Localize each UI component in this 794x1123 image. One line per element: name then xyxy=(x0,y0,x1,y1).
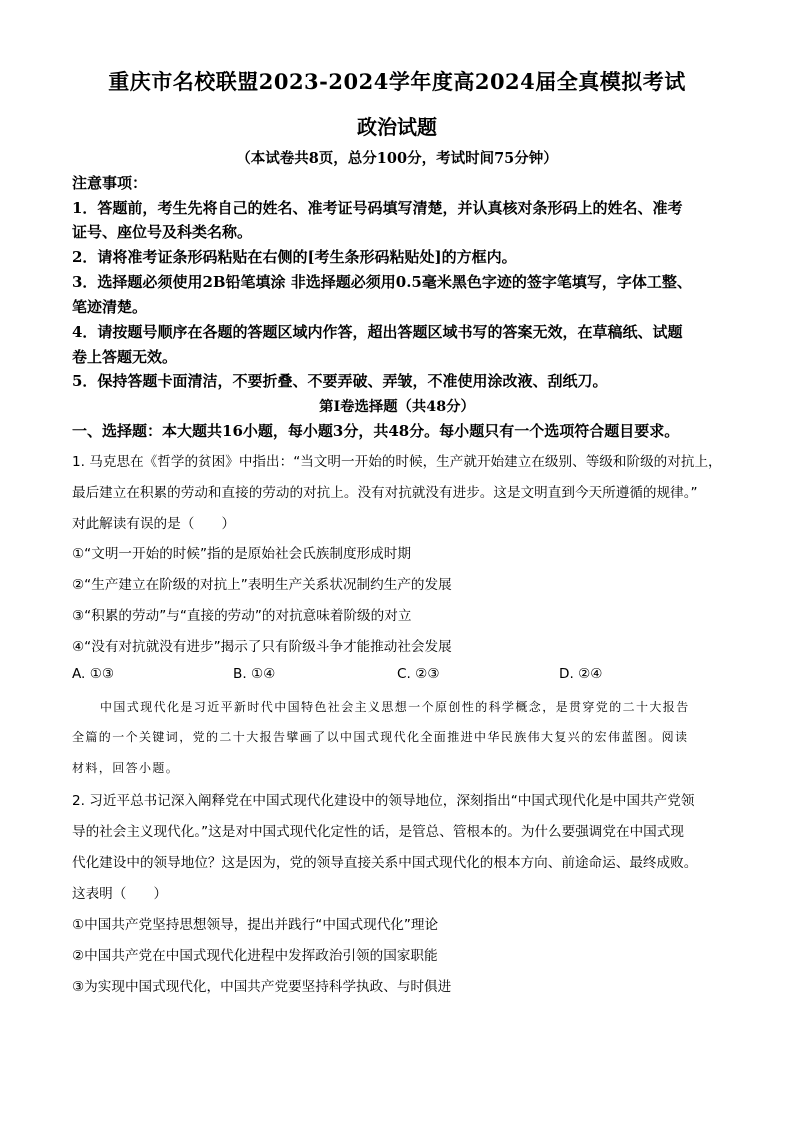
notice-line: 笔迹清楚。 xyxy=(72,298,148,316)
q1-option-a: A. ①③ xyxy=(72,666,115,682)
notice-line: 4．请按题号顺序在各题的答题区域内作答，超出答题区域书写的答案无效，在草稿纸、试题 xyxy=(72,323,683,341)
exam-info: （本试卷共8页，总分100分，考试时间75分钟） xyxy=(236,150,558,167)
q2-stem-line: 导的社会主义现代化。”这是对中国式现代化定性的话，是管总、管根本的。为什么要强调党在中国式现 xyxy=(72,824,684,840)
notice-line: 5．保持答题卡面清洁，不要折叠、不要弄破、弄皱，不准使用涂改液、刮纸刀。 xyxy=(72,372,608,390)
section-instruction: 一、选择题：本大题共16小题，每小题3分，共48分。每小题只有一个选项符合题目要求。 xyxy=(72,422,680,440)
q1-stem-line: 最后建立在积累的劳动和直接的劳动的对抗上。没有对抗就没有进步。这是文明直到今天所遵循的规律。” xyxy=(72,485,698,501)
q1-item: ①“文明一开始的时候”指的是原始社会氏族制度形成时期 xyxy=(72,546,411,562)
q2-stem-line: 2. 习近平总书记深入阐释党在中国式现代化建设中的领导地位，深刻指出“中国式现代化是中国共产党领 xyxy=(72,793,695,809)
q2-item: ①中国共产党坚持思想领导，提出并践行“中国式现代化”理论 xyxy=(72,917,439,933)
q1-option-c: C. ②③ xyxy=(397,666,440,682)
notice-line: 证号、座位号及科类名称。 xyxy=(72,223,253,241)
q2-item: ③为实现中国式现代化，中国共产党要坚持科学执政、与时俱进 xyxy=(72,979,452,995)
notice-line: 1．答题前，考生先将自己的姓名、准考证号码填写清楚，并认真核对条形码上的姓名、准考 xyxy=(72,199,683,217)
q1-stem-line: 对此解读有误的是（ ） xyxy=(72,516,236,532)
q1-stem-line: 1. 马克思在《哲学的贫困》中指出：“当文明一开始的时候，生产就开始建立在级别、等级和阶级的对抗上， xyxy=(72,454,722,470)
q2-stem-line: 这表明（ ） xyxy=(72,886,168,902)
exam-title: 重庆市名校联盟2023-2024学年度高2024届全真模拟考试 xyxy=(108,69,686,94)
notice-line: 2．请将准考证条形码粘贴在右侧的[考生条形码粘贴处]的方框内。 xyxy=(72,248,517,266)
q1-item: ②“生产建立在阶级的对抗上”表明生产关系状况制约生产的发展 xyxy=(72,577,452,593)
q1-option-b: B. ①④ xyxy=(233,666,276,682)
material-line: 全篇的一个关键词，党的二十大报告擘画了以中国式现代化全面推进中华民族伟大复兴的宏伟蓝图。阅读 xyxy=(72,730,689,744)
material-line: 中国式现代化是习近平新时代中国特色社会主义思想一个原创性的科学概念，是贯穿党的二十大报告 xyxy=(100,700,690,714)
material-line: 材料，回答小题。 xyxy=(72,761,180,775)
section-title: 第Ⅰ卷选择题（共48分） xyxy=(319,399,475,415)
q2-item: ②中国共产党在中国式现代化进程中发挥政治引领的国家职能 xyxy=(72,948,438,964)
subject-title: 政治试题 xyxy=(357,115,437,139)
notice-line: 3．选择题必须使用2B铅笔填涂 非选择题必须用0.5毫米黑色字迹的签字笔填写，字体工整、 xyxy=(72,273,692,291)
notice-line: 卷上答题无效。 xyxy=(72,348,178,366)
q2-stem-line: 代化建设中的领导地位？这是因为，党的领导直接关系中国式现代化的根本方向、前途命运、最终成败。 xyxy=(72,855,698,871)
notice-heading: 注意事项： xyxy=(72,174,148,192)
q1-option-d: D. ②④ xyxy=(559,666,603,682)
q1-item: ④“没有对抗就没有进步”揭示了只有阶级斗争才能推动社会发展 xyxy=(72,639,452,655)
q1-item: ③“积累的劳动”与“直接的劳动”的对抗意味着阶级的对立 xyxy=(72,608,412,624)
